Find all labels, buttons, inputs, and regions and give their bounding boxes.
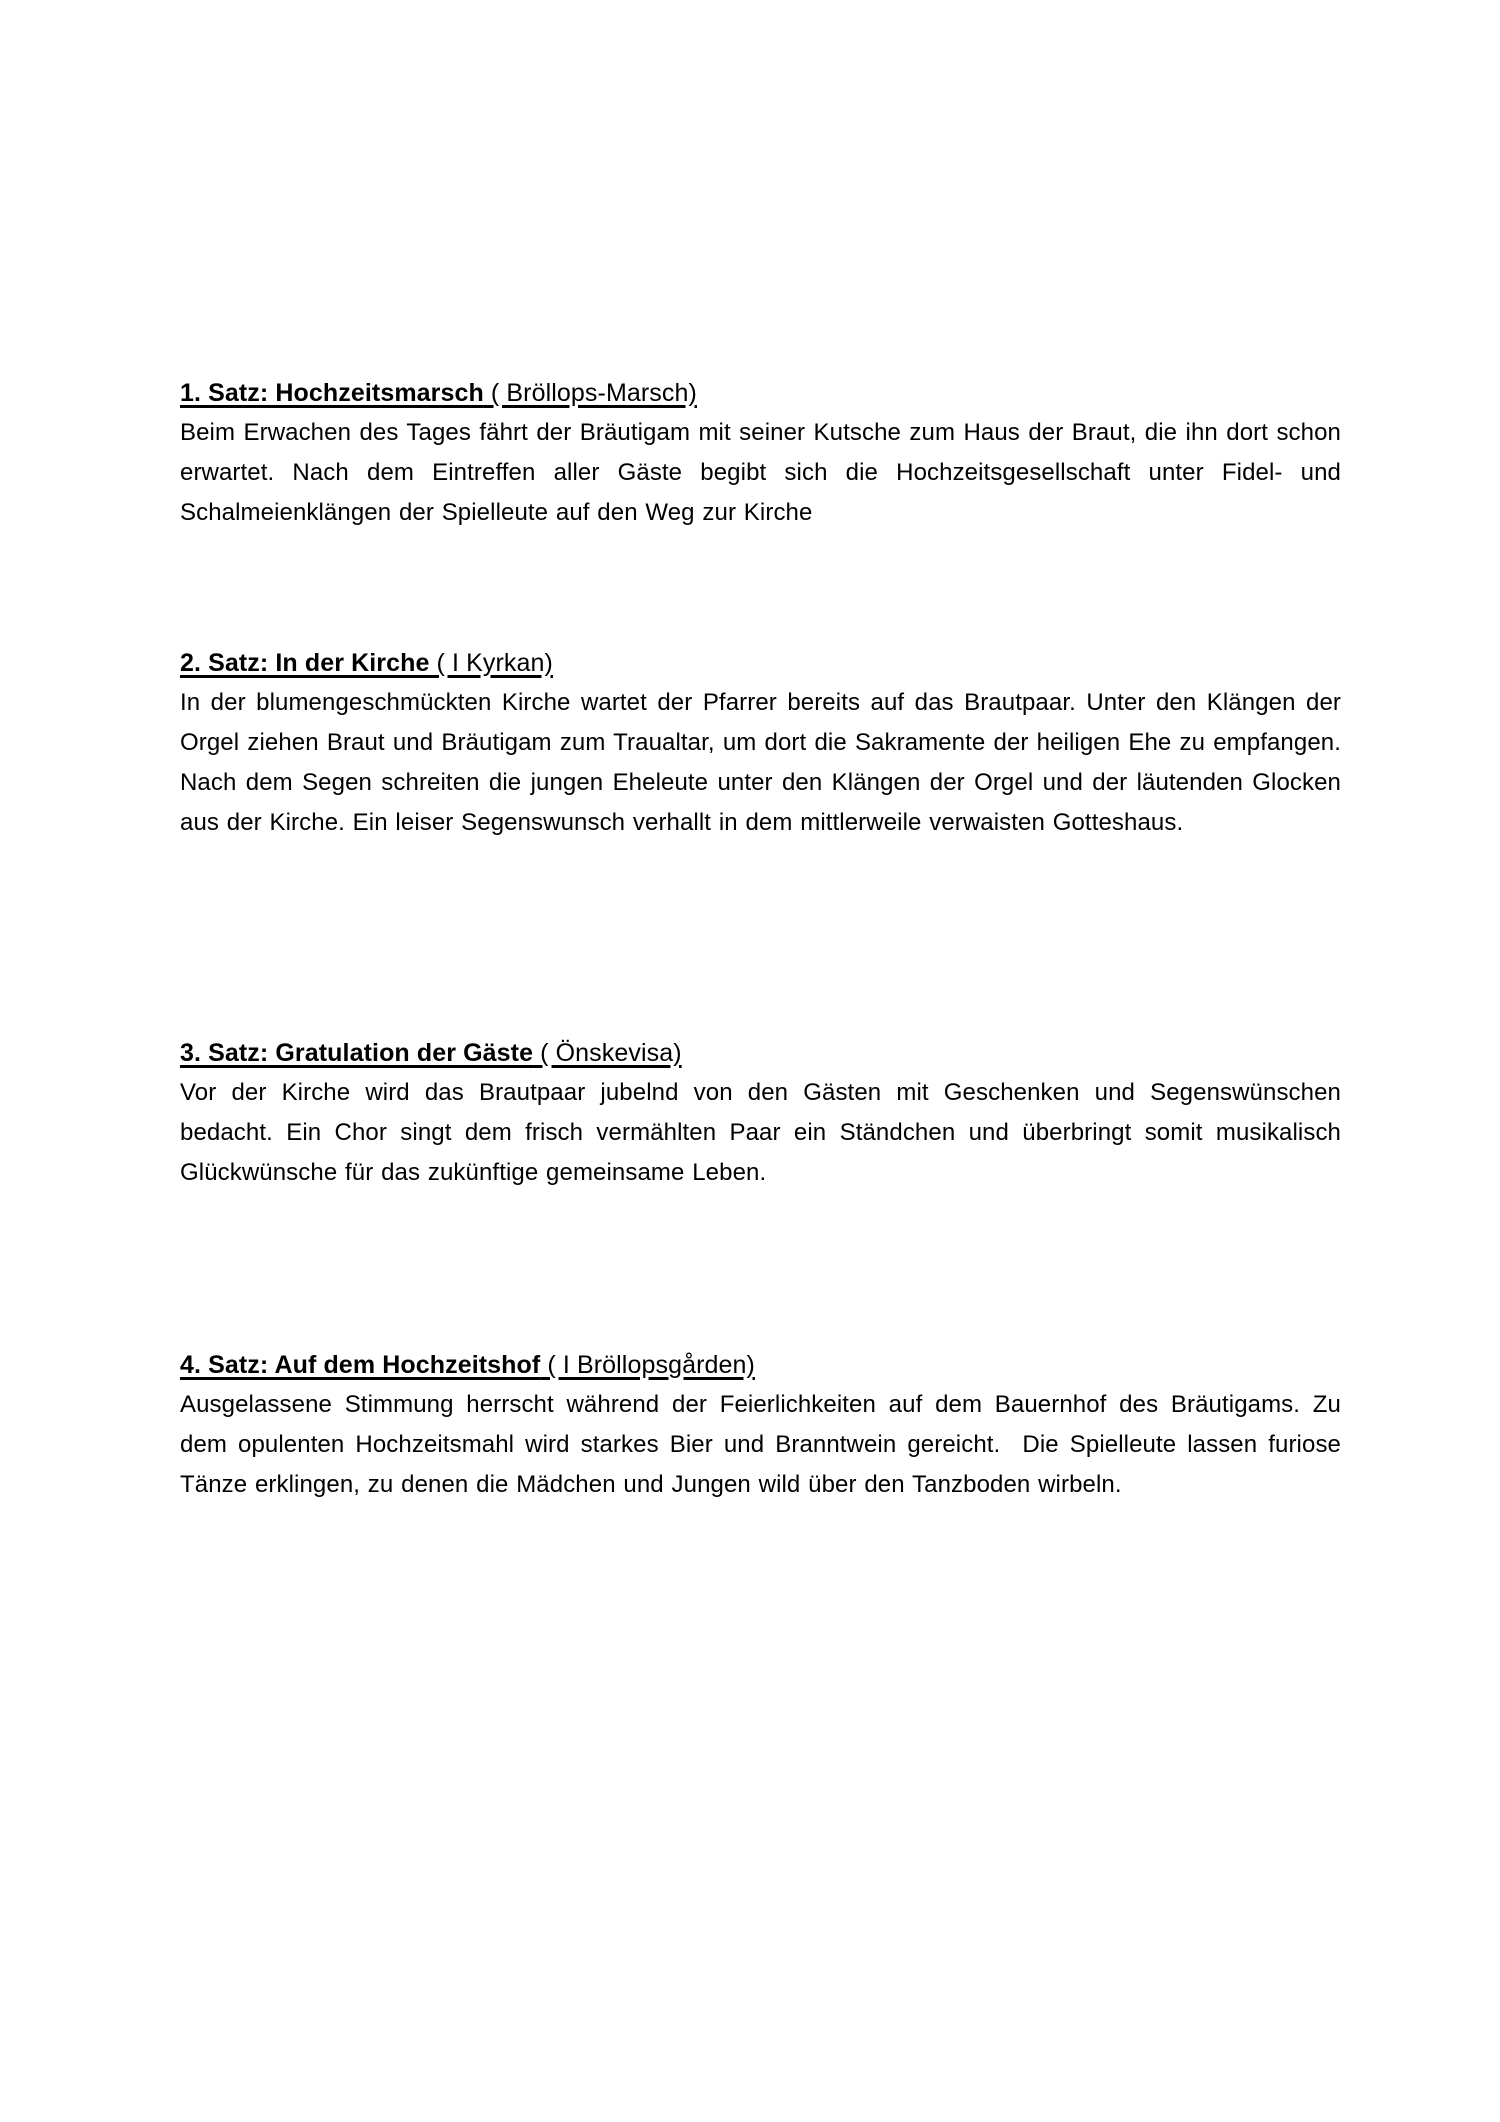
- section-satz-2: [180, 643, 1341, 843]
- section-3-heading: [180, 1033, 1341, 1073]
- section-1-paragraph: Beim Erwachen des Tages fährt der Bräutigam mit seiner Kutsche zum Haus der Braut, die ihn dort schon erwartet. Nach dem Eintreffen aller Gäste begibt sich die Hochzeitsgesellschaft unter Fidel- und Schalmeienklängen der Spielleute auf den Weg zur Kirche: [180, 419, 1341, 526]
- section-satz-3: [180, 1033, 1341, 1193]
- section-2-paragraph: In der blumengeschmückten Kirche wartet der Pfarrer bereits auf das Brautpaar. Unter den Klängen der Orgel ziehen Braut und Bräutigam zum Traualtar, um dort die Sakramente der heiligen Ehe zu empfangen. Nach dem Segen schreiten die jungen Eheleute unter den Klängen der Orgel und der läutenden Glocken aus der Kirche. Ein leiser Segenswunsch verhallt in dem mittlerweile verwaisten Gotteshaus.: [180, 689, 1341, 836]
- section-4-paragraph: Ausgelassene Stimmung herrscht während der Feierlichkeiten auf dem Bauernhof des Bräutigams. Zu dem opulenten Hochzeitsmahl wird starkes Bier und Branntwein gereicht. Die Spielleute lassen furiose Tänze erklingen, zu denen die Mädchen und Jungen wild über den Tanzboden wirbeln.: [180, 1391, 1341, 1498]
- section-2-heading: [180, 643, 1341, 683]
- section-1-heading-subtitle: ( Bröllops-Marsch): [483, 379, 697, 407]
- section-2-heading-title: 2. Satz: In der Kirche: [180, 649, 430, 677]
- section-3-paragraph: Vor der Kirche wird das Brautpaar jubelnd von den Gästen mit Geschenken und Segenswünschen bedacht. Ein Chor singt dem frisch vermählten Paar ein Ständchen und überbringt somit musikalisch Glückwünsche für das zukünftige gemeinsame Leben.: [180, 1079, 1341, 1186]
- section-satz-4: [180, 1345, 1341, 1505]
- section-2-heading-subtitle: ( I Kyrkan): [429, 649, 553, 677]
- section-4-heading-subtitle: ( I Bröllopsgården): [540, 1351, 755, 1379]
- section-1-heading: [180, 373, 1341, 413]
- section-4-heading-title: 4. Satz: Auf dem Hochzeitshof: [180, 1351, 541, 1379]
- section-4-heading: [180, 1345, 1341, 1385]
- section-1-heading-title: 1. Satz: Hochzeitsmarsch: [180, 379, 484, 407]
- section-3-heading-title: 3. Satz: Gratulation der Gäste: [180, 1039, 534, 1067]
- section-satz-1: [180, 373, 1341, 533]
- section-3-heading-subtitle: ( Önskevisa): [533, 1039, 682, 1067]
